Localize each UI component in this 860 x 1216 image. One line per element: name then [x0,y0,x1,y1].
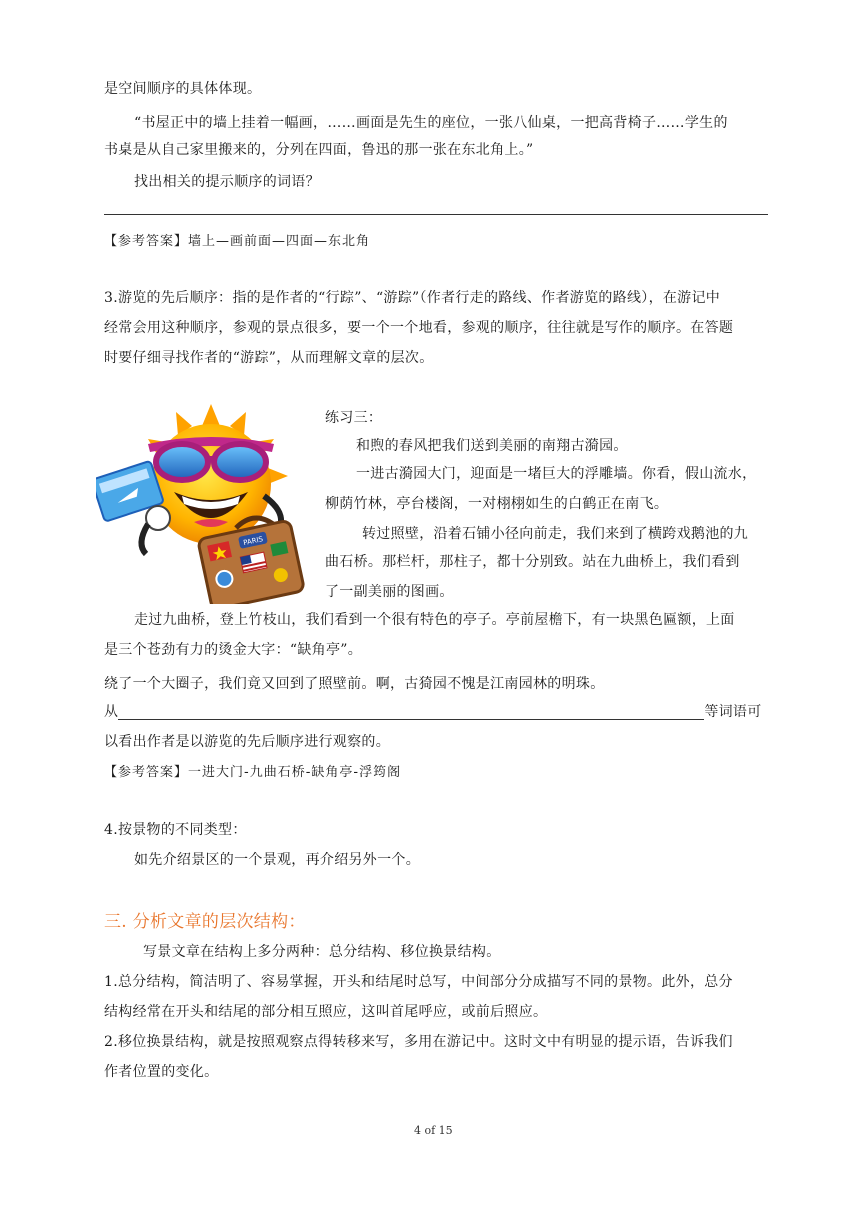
section-heading-3: 三. 分析文章的层次结构： [104,912,306,932]
fill-suffix: 等词语可 [704,704,762,720]
smiling-sun-traveler-icon [96,404,316,604]
exercise-line-4: 转过照壁，沿着石铺小径向前走，我们来到了横跨戏鹅池的九 [362,526,749,542]
quote-line-2: 书桌是从自己家里搬来的，分列在四面，鲁迅的那一张在东北角上。” [104,142,534,158]
sticker-label: PARIS [242,535,264,548]
exercise-line-1: 和煦的春风把我们送到美丽的南翔古漪园。 [356,438,628,454]
structure-1-line-2: 结构经常在开头和结尾的部分相互照应，这叫首尾呼应，或前后照应。 [104,1004,548,1020]
structure-1-line-1: 1.总分结构，简洁明了、容易掌握，开头和结尾时总写，中间部分分成描写不同的景物。此外，总分 [104,974,733,990]
exercise-line-2: 一进古漪园大门，迎面是一堵巨大的浮雕墙。你看，假山流水， [356,466,757,482]
paragraph-spatial-end: 是空间顺序的具体体现。 [104,81,262,97]
fill-in-line [104,702,762,722]
quote-line-1: “书屋正中的墙上挂着一幅画，……画面是先生的座位，一张八仙桌，一把高背椅子……学生的 [134,115,728,131]
exercise-line-5: 曲石桥。那栏杆，那柱子，都十分别致。站在九曲桥上，我们看到 [325,554,740,570]
exercise-line-9: 绕了一个大圈子，我们竟又回到了照壁前。啊，古猗园不愧是江南园林的明珠。 [104,676,605,692]
question-1: 找出相关的提示顺序的词语？ [134,174,320,190]
section-3-line-1: 3.游览的先后顺序：指的是作者的“行踪”、“游踪”（作者行走的路线、作者游览的路线），在游记中 [104,290,721,306]
structure-2-line-2: 作者位置的变化。 [104,1064,219,1080]
exercise-line-3: 柳荫竹林，亭台楼阁，一对栩栩如生的白鹤正在南飞。 [325,496,669,512]
exercise-title: 练习三： [325,410,383,426]
structure-2-line-1: 2.移位换景结构，就是按照观察点得转移来写，多用在游记中。这时文中有明显的提示语，告诉我们 [104,1034,733,1050]
section-3-line-2: 经常会用这种顺序，参观的景点很多，要一个一个地看，参观的顺序，往往就是写作的顺序。在答题 [104,320,734,336]
answer-rule [104,214,768,215]
exercise-line-6: 了一副美丽的图画。 [325,584,454,600]
fill-in-line-2: 以看出作者是以游览的先后顺序进行观察的。 [104,734,390,750]
section-3-line-3: 时要仔细寻找作者的“游踪”，从而理解文章的层次。 [104,350,434,366]
structure-intro: 写景文章在结构上多分两种：总分结构、移位换景结构。 [143,944,501,960]
fill-prefix: 从 [104,704,119,720]
exercise-line-7: 走过九曲桥，登上竹枝山，我们看到一个很有特色的亭子。亭前屋檐下，有一块黑色匾额，上面 [134,612,735,628]
section-4-body: 如先介绍景区的一个景观，再介绍另外一个。 [134,852,420,868]
exercise-line-8: 是三个苍劲有力的烫金大字：“缺角亭”。 [104,642,363,658]
page-number: 4 of 15 [414,1124,453,1137]
answer-2: 【参考答案】一进大门-九曲石桥-缺角亭-浮筠阁 [104,765,402,780]
fill-blank[interactable] [118,703,704,720]
section-4-title: 4.按景物的不同类型： [104,822,247,838]
answer-1: 【参考答案】墙上—画前面—四面—东北角 [104,234,371,249]
